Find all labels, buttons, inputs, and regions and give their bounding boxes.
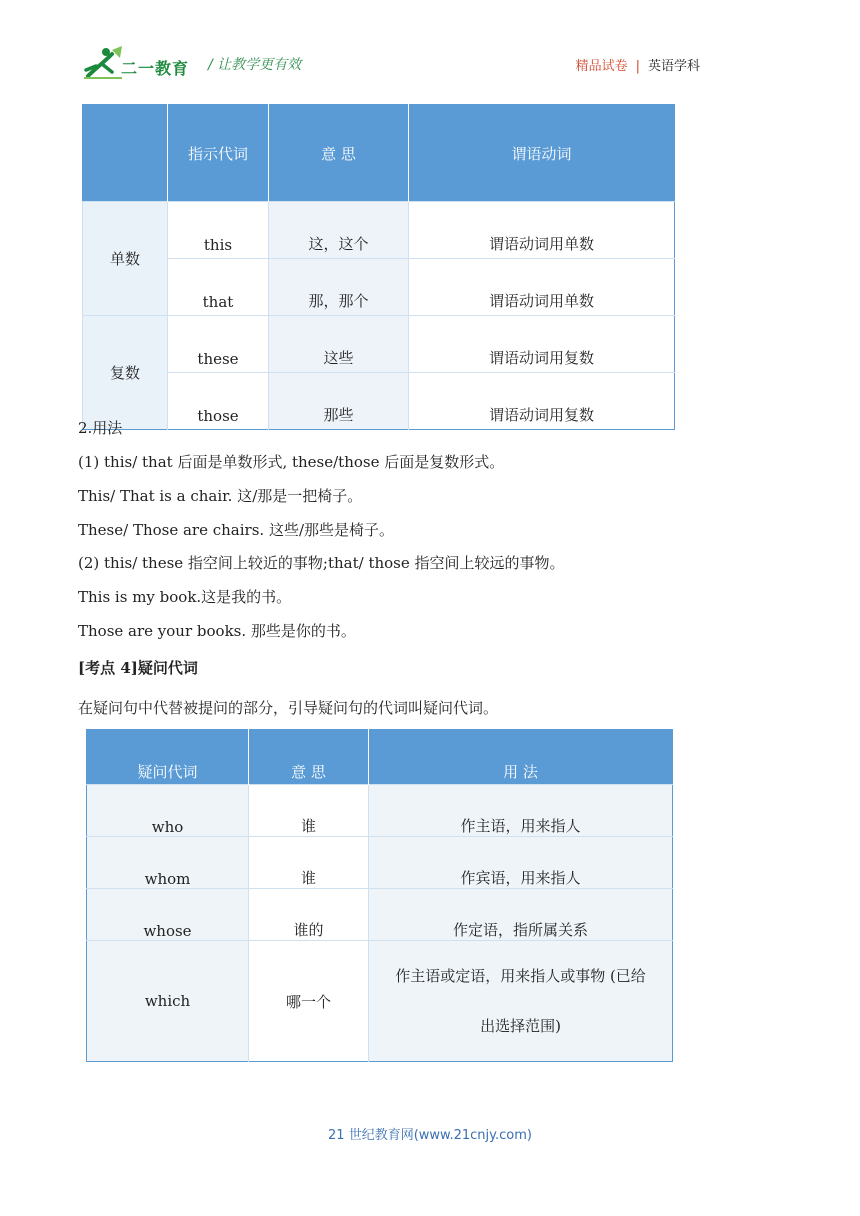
- table-header-row: [87, 730, 673, 785]
- usage-cell: 作宾语，用来指人: [369, 837, 673, 889]
- header-tags: [576, 55, 700, 74]
- table-row: [87, 837, 673, 889]
- verb-cell: 谓语动词用复数: [409, 316, 675, 373]
- section-heading: [78, 657, 198, 678]
- interrogative-pronoun-table: [86, 729, 673, 1062]
- verb-cell: 谓语动词用单数: [409, 202, 675, 259]
- table-row: [87, 785, 673, 837]
- usage-line-1: 作主语或定语，用来指人或事物 (已给: [395, 967, 646, 985]
- usage-line-2: 出选择范围): [480, 1017, 561, 1035]
- slogan: / 让教学更有效: [208, 57, 302, 73]
- example-4: Those are your books. 那些是你的书。: [78, 622, 356, 640]
- intro-text: 在疑问句中代替被提问的部分，引导疑问句的代词叫疑问代词。: [78, 699, 499, 717]
- meaning-cell: 那，那个: [269, 259, 409, 316]
- kaodian-title: 疑问代词: [137, 659, 198, 677]
- meaning-cell: 那些: [269, 373, 409, 430]
- example-3: This is my book.这是我的书。: [78, 588, 292, 606]
- meaning-cell: 谁: [249, 785, 369, 837]
- subject-label: 英语学科: [647, 59, 700, 74]
- header-separator: |: [635, 59, 640, 74]
- header-cell-verb: 谓语动词: [409, 105, 675, 202]
- example-2: These/ Those are chairs. 这些/那些是椅子。: [78, 521, 394, 539]
- meaning-cell: 这些: [269, 316, 409, 373]
- pronoun-cell: which: [87, 941, 249, 1062]
- header-cell-usage: 用 法: [369, 730, 673, 785]
- pronoun-cell: that: [168, 259, 269, 316]
- meaning-cell: 哪一个: [249, 941, 369, 1062]
- verb-cell: 谓语动词用复数: [409, 373, 675, 430]
- meaning-cell: 这，这个: [269, 202, 409, 259]
- table-row: [83, 373, 675, 430]
- header-cell-pronoun: 指示代词: [168, 105, 269, 202]
- logo-text: 二一教育: [121, 59, 190, 78]
- footer-link[interactable]: 21 世纪教育网(www.21cnjy.com): [328, 1128, 532, 1143]
- usage-cell: 作定语，指所属关系: [369, 889, 673, 941]
- meaning-cell: 谁的: [249, 889, 369, 941]
- pronoun-cell: these: [168, 316, 269, 373]
- header-cell-pronoun: 疑问代词: [87, 730, 249, 785]
- pronoun-cell: those: [168, 373, 269, 430]
- table-row: [83, 316, 675, 373]
- table-row: [87, 889, 673, 941]
- pronoun-cell: this: [168, 202, 269, 259]
- tag-label: 精品试卷: [575, 59, 628, 74]
- kaodian-label: [考点 4]: [78, 659, 138, 677]
- demonstrative-pronoun-table: [82, 104, 675, 430]
- verb-cell: 谓语动词用单数: [409, 259, 675, 316]
- pronoun-cell: who: [87, 785, 249, 837]
- header-cell-meaning: 意 思: [249, 730, 369, 785]
- group-label-singular: 单数: [83, 202, 168, 316]
- table-row: [87, 941, 673, 1062]
- example-1: This/ That is a chair. 这/那是一把椅子。: [78, 487, 363, 505]
- table-header-row: [83, 105, 675, 202]
- group-label-plural: 复数: [83, 316, 168, 430]
- page-header: [0, 0, 860, 95]
- usage-cell: [369, 941, 673, 1062]
- pronoun-cell: whose: [87, 889, 249, 941]
- rule-2: (2) this/ these 指空间上较近的事物;that/ those 指空间上较远的事物。: [78, 554, 565, 572]
- pronoun-cell: whom: [87, 837, 249, 889]
- table-row: [83, 259, 675, 316]
- usage-cell: 作主语，用来指人: [369, 785, 673, 837]
- header-cell-blank: [83, 105, 168, 202]
- header-cell-meaning: 意 思: [269, 105, 409, 202]
- meaning-cell: 谁: [249, 837, 369, 889]
- table-row: [83, 202, 675, 259]
- usage-title: 2.用法: [78, 419, 123, 437]
- rule-1: (1) this/ that 后面是单数形式, these/those 后面是复数形式。: [78, 453, 505, 471]
